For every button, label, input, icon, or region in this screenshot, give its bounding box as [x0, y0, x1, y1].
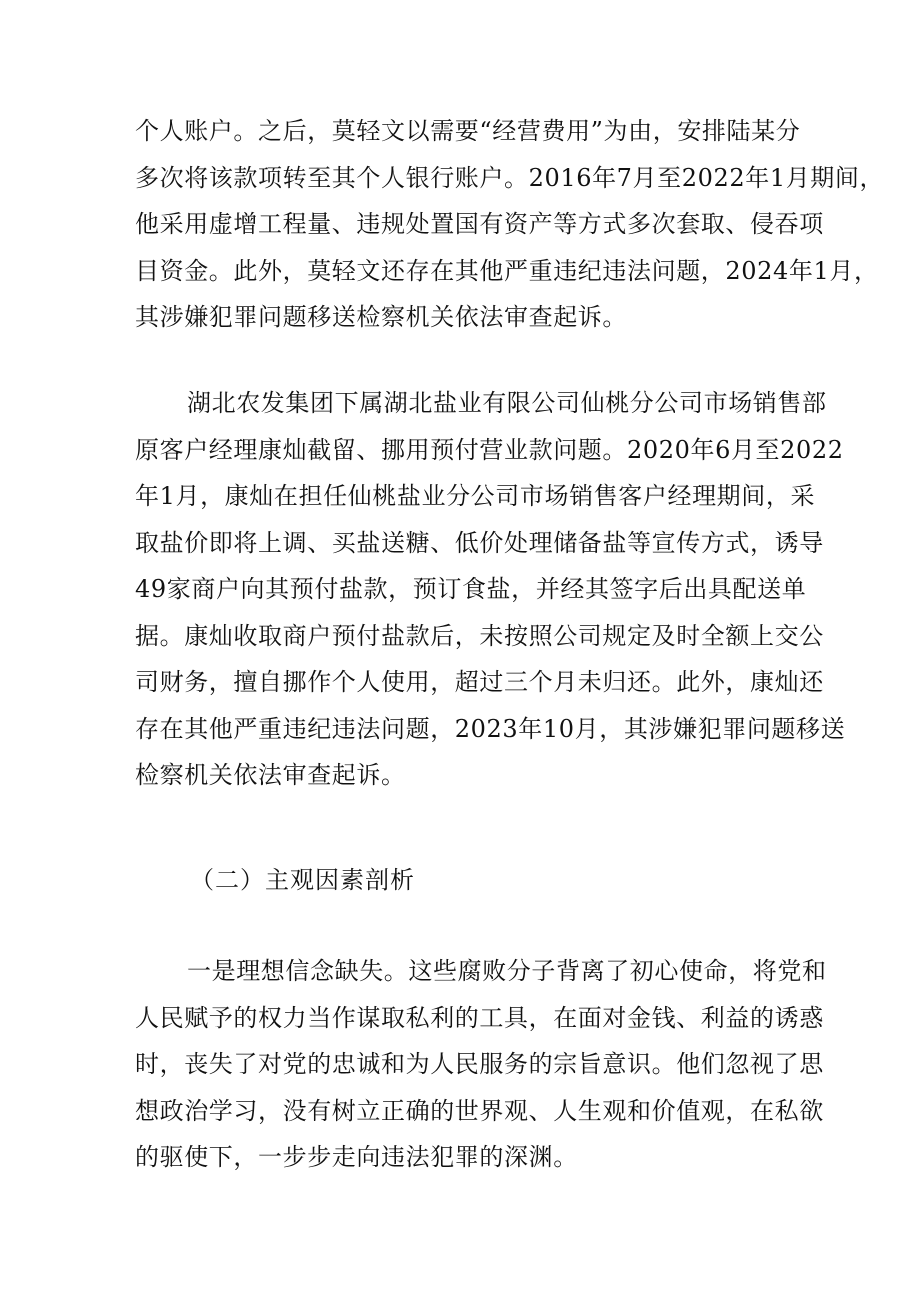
paragraph-1-line: 多次将该款项转至其个人银行账户。2016年7月至2022年1月期间， [135, 163, 885, 192]
paragraph-1-line: 目资金。此外，莫轻文还存在其他严重违纪违法问题，2024年1月， [135, 256, 879, 285]
paragraph-3-line: 人民赋予的权力当作谋取私利的工具，在面对金钱、利益的诱惑 [135, 1003, 824, 1032]
paragraph-2-line: 检察机关依法审查起诉。 [135, 761, 406, 789]
paragraph-2-line: 湖北农发集团下属湖北盐业有限公司仙桃分公司市场销售部 [187, 389, 827, 417]
paragraph-3-line: 一是理想信念缺失。这些腐败分子背离了初心使命，将党和 [187, 957, 827, 985]
paragraph-2-line: 存在其他严重违纪违法问题，2023年10月，其涉嫌犯罪问题移送 [135, 714, 846, 743]
paragraph-3 [135, 948, 827, 1181]
paragraph-2-line: 司财务，擅自挪作个人使用，超过三个月未归还。此外，康灿还 [135, 668, 824, 696]
paragraph-1-line: 其涉嫌犯罪问题移送检察机关依法审查起诉。 [135, 303, 627, 331]
paragraph-3-line: 时，丧失了对党的忠诚和为人民服务的宗旨意识。他们忽视了思 [135, 1050, 824, 1078]
paragraph-2-line: 原客户经理康灿截留、挪用预付营业款问题。2020年6月至2022 [135, 435, 844, 464]
paragraph-2-line: 取盐价即将上调、买盐送糖、低价处理储备盐等宣传方式，诱导 [135, 528, 824, 557]
paragraph-3-line: 想政治学习，没有树立正确的世界观、人生观和价值观，在私欲 [135, 1096, 824, 1125]
paragraph-1-line: 个人账户。之后，莫轻文以需要“经营费用”为由，安排陆某分 [135, 117, 801, 145]
paragraph-2-line: 年1月，康灿在担任仙桃盐业分公司市场销售客户经理期间，采 [135, 482, 816, 510]
paragraph-2 [135, 380, 846, 799]
paragraph-1-line: 他采用虚增工程量、违规处置国有资产等方式多次套取、侵吞项 [135, 210, 824, 238]
paragraph-1 [135, 108, 885, 341]
section-heading: （二）主观因素剖析 [190, 866, 415, 894]
paragraph-2-line: 49家商户向其预付盐款，预订食盐，并经其签字后出具配送单 [135, 575, 807, 603]
paragraph-2-line: 据。康灿收取商户预付盐款后，未按照公司规定及时全额上交公 [135, 621, 824, 650]
paragraph-3-line: 的驱使下，一步步走向违法犯罪的深渊。 [135, 1143, 578, 1171]
